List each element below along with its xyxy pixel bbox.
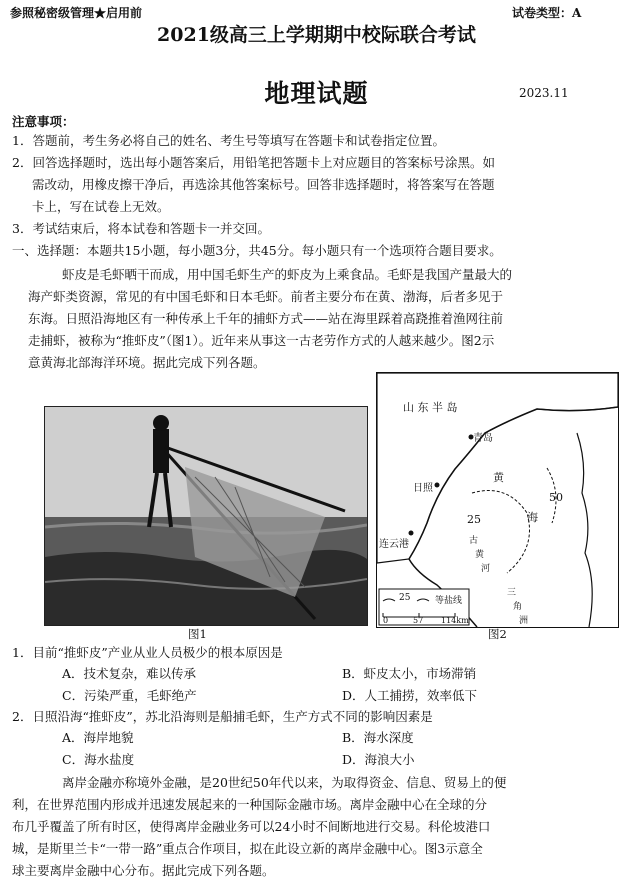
shrimp-fishing-illustration (45, 407, 367, 625)
q1-option-a: A．技术复杂，难以传承 (62, 666, 197, 681)
label-hai: 海 (527, 511, 538, 524)
note-item: 卡上，写在试卷上无效。 (32, 199, 170, 214)
q2-option-d: D．海浪大小 (342, 752, 415, 767)
label-delta: 角 (513, 602, 523, 612)
notes-list (12, 130, 622, 240)
label-delta: 黄 (475, 550, 485, 560)
passage-offshore-finance: 离岸金融亦称境外金融，是20世纪50年代以来，为取得资金、信息、贸易上的便 利，在世界范围内形成并迅速发展起来的一种国际金融市场。离岸金融中心在全球的分 布几乎覆盖了所有时区，使得离岸金融业务可以24小时不间断地进行交易。科伦坡港口 城，是斯里兰卡“一带一路”重点合作项目，拟在此设立新的离岸金融中心。图3示意全 球主要离岸金融中心分布。据此完成下列各题。 (12, 775, 507, 878)
label-huang: 黄 (493, 471, 504, 484)
label-delta: 洲 (519, 616, 529, 626)
question-2-stem: 2．日照沿海“推虾皮”，苏北沿海则是船捕毛虾，生产方式不同的影响因素是 (12, 709, 433, 724)
note-item: 1．答题前，考生务必将自己的姓名、考生号等填写在答题卡和试卷指定位置。 (12, 133, 445, 148)
figure1-caption: 图1 (188, 627, 207, 641)
exam-title: 2021级高三上学期期中校际联合考试 (157, 24, 476, 46)
question-1-stem: 1．目前“推虾皮”产业从业人员极少的根本原因是 (12, 645, 283, 660)
legend-contour-text: 等盐线 (435, 596, 463, 606)
label-shandong: 山 东 半 岛 (403, 401, 458, 414)
q1-option-b: B．虾皮太小，市场滞销 (342, 666, 477, 681)
q2-option-c: C．海水盐度 (62, 752, 135, 767)
contour-label: 50 (549, 491, 563, 504)
legend-contour-value: 25 (399, 593, 411, 603)
subject-title: 地理试题 (264, 79, 369, 108)
q1-option-c: C．污染严重，毛虾绝产 (62, 688, 197, 703)
label-delta: 河 (481, 564, 491, 574)
q2-option-a: A．海岸地貌 (62, 730, 134, 745)
label-delta: 古 (469, 536, 479, 546)
note-item: 3．考试结束后，将本试卷和答题卡一并交回。 (12, 221, 270, 236)
confidential-label: 参照秘密级管理★启用前 (10, 6, 143, 20)
paper-type-label: 试卷类型：A (512, 6, 582, 20)
label-rizhao: 日照 (413, 483, 433, 494)
scale-label: 57 (413, 616, 424, 625)
exam-date: 2023.11 (519, 86, 569, 100)
figure2-map (376, 372, 619, 628)
q2-option-b: B．海水深度 (342, 730, 414, 745)
passage-shrimp: 虾皮是毛虾晒干而成，用中国毛虾生产的虾皮为上乘食品。毛虾是我国产量最大的 海产虾类资源，常见的有中国毛虾和日本毛虾。前者主要分布在黄、渤海，后者多见于 东海。日照沿海地区有一种传承上千年的捕虾方式——站在海里踩着高跷推着渔网往前 走捕虾，被称为“推虾皮”（图1）。近年来从事这一古老劳作方式的人越来越少。图2示 意黄海北部海洋环境。据此完成下列各题。 (28, 267, 513, 370)
scale-label: 0 (383, 616, 389, 625)
contour-label: 25 (467, 513, 481, 526)
notes-heading: 注意事项： (12, 114, 75, 129)
figure1-photo (44, 406, 368, 626)
label-lianyungang: 连云港 (379, 539, 409, 550)
scale-label: 114km (441, 616, 469, 625)
label-qingdao: 青岛 (473, 433, 493, 444)
note-item: 需改动，用橡皮擦干净后，再选涂其他答案标号。回答非选择题时，将答案写在答题 (32, 177, 495, 192)
q1-option-d: D．人工捕捞，效率低下 (342, 688, 478, 703)
figure2-caption: 图2 (488, 627, 507, 641)
section-heading: 一、选择题：本题共15小题，每小题3分，共45分。每小题只有一个选项符合题目要求。 (12, 243, 502, 258)
note-item: 2．回答选择题时，选出每小题答案后，用铅笔把答题卡上对应题目的答案标号涂黑。如 (12, 155, 495, 170)
label-delta: 三 (507, 588, 517, 598)
